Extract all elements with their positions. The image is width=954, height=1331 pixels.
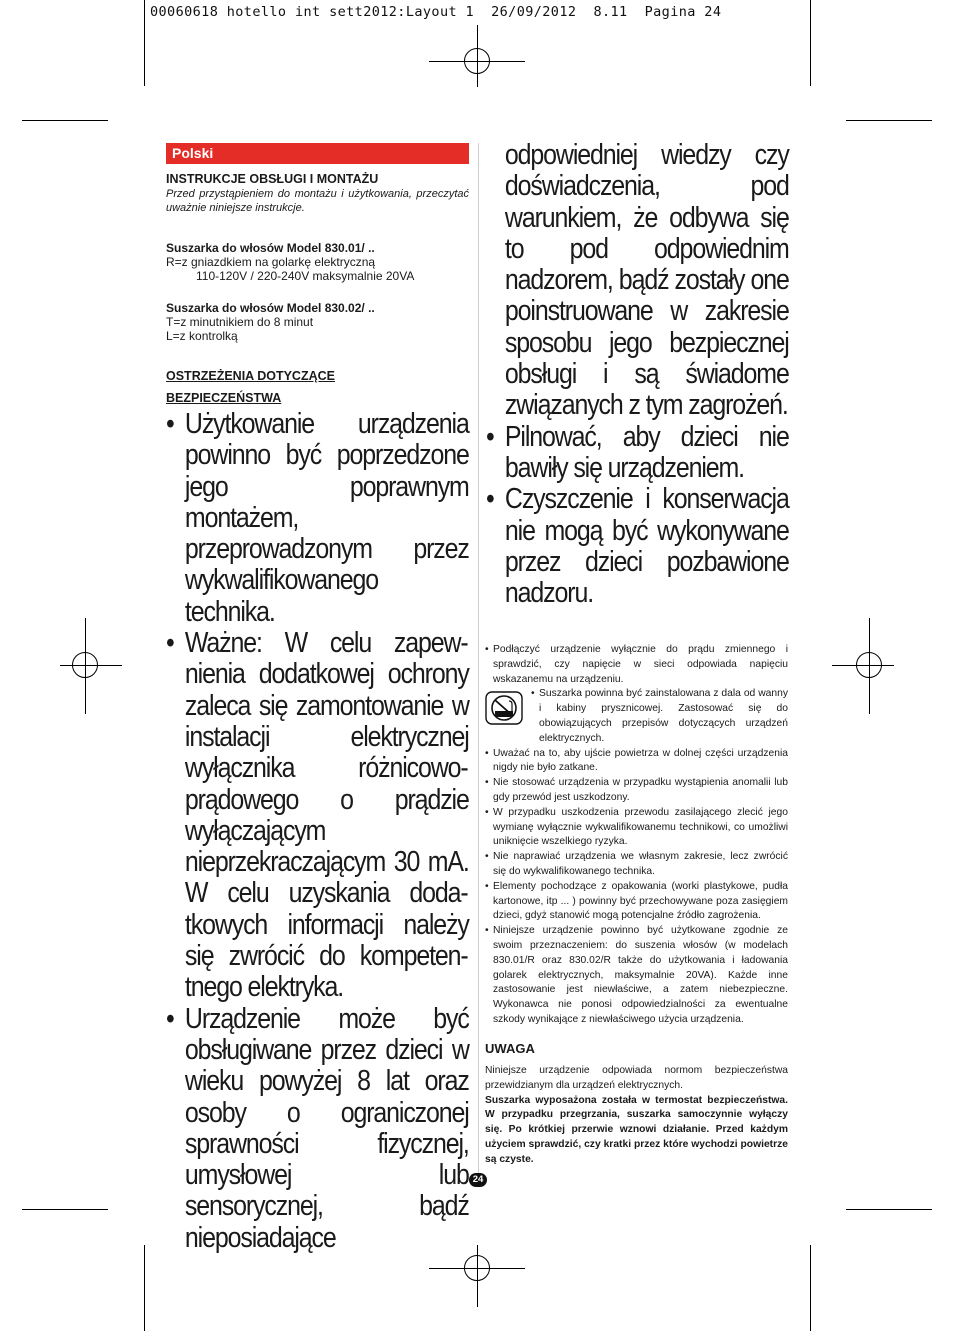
small-warning-item: • Nie stosować urządzenia w przypadku wystąpienia anomalii lub gdy przewód jest uszkodzony. — [485, 776, 788, 806]
print-slug: 00060618 hotello int sett2012:Layout 1 26/09/2012 8.11 Pagina 24 — [150, 4, 722, 20]
crop-mark — [144, 1245, 145, 1331]
instructions-title: INSTRUKCJE OBSŁUGI I MONTAŻU — [166, 172, 379, 186]
large-warning-item: • Czyszczenie i konserwacja nie mogą być wykonywane przez dzieci pozbawione nadzoru. — [486, 484, 789, 609]
safety-heading-line1: OSTRZEŻENIA DOTYCZĄCE — [166, 369, 335, 383]
model1-line2: 110-120V / 220-240V maksymalnie 20VA — [196, 269, 415, 283]
crop-mark — [144, 0, 145, 86]
safety-heading-line2: BEZPIECZEŃSTWA — [166, 391, 282, 405]
small-warning-item-with-icon — [485, 687, 788, 746]
model1-title: Suszarka do włosów Model 830.01/ .. — [166, 241, 375, 255]
model2-line1: T=z minutnikiem do 8 minut — [166, 315, 314, 329]
column-divider — [478, 143, 479, 1185]
crop-mark — [810, 0, 811, 86]
crop-mark — [846, 120, 932, 121]
large-warning-item: • Urządzenie może być obsługiwane przez dzieci w wieku powyżej 8 lat oraz osoby o ograniczonej sprawności fizycznej, umysłowej lub sensorycznej, bądź nieposiadające — [166, 1004, 469, 1254]
small-warning-text: Suszarka powinna być zainstalowana z dala od wanny i kabiny prysznicowej. Zastosować się do obowiązujących przepisów dotyczących urządzeń elektrycznych. — [539, 688, 788, 744]
small-warning-item: • Niniejsze urządzenie powinno być użytkowane zgodnie ze swoim przeznaczeniem: do suszenia włosów (w modelach 830.01/R oraz 830.02/R także do użytkowania i ładowania golarek elektrycznych, maksymalnie 20VA). Każde inne zastosowanie jest niewłaściwe, a zatem niebezpieczne. Wykonawca nie ponosi odpowiedzialności za ewentualne szkody wynikające z niewłaściwego użycia urządzenia. — [485, 924, 788, 1028]
small-warning-item: • Nie naprawiać urządzenia we własnym zakresie, lecz zwrócić się do wykwalifikowanego technika. — [485, 850, 788, 880]
note-text: Niniejsze urządzenie odpowiada normom bezpieczeństwa przewidzianym dla urządzeń elektrycznych. — [485, 1065, 788, 1091]
large-warning-item: • Ważne: W celu zapewnienia dodatkowej ochrony zaleca się zamontowanie w instalacji elektrycznej wyłącznika różnicowoprądowego o prądzie wyłączającym nieprzekraczającym 30 mA. W celu uzyskania dodatkowych informacji należy się zwrócić do kompetentnego elektryka. — [166, 628, 469, 1004]
large-warning-continuation: odpowiedniej wiedzy czy doświadczenia, pod warunkiem, że odbywa się to pod odpowiednim nadzorem, bądź zostały one poinstruowane w zakresie sposobu jego bezpiecznej obsługi i są świadome związanych z tym zagrożeń. — [504, 139, 789, 422]
crop-mark — [846, 1209, 932, 1210]
large-warnings-right — [486, 140, 838, 609]
language-tab: Polski — [166, 143, 469, 164]
left-column-intro — [166, 172, 469, 409]
model1-line1: R=z gniazdkiem na golarkę elektryczną — [166, 255, 376, 269]
note-bold-text: Suszarka wyposażona została w termostat bezpieczeństwa. W przypadku przegrzania, suszarka samoczynnie wyłączy się. Po krótkiej przerwie wznowi działanie. Przed każdym użyciem sprawdzić, czy kratki przez które wychodzi powietrze są czyste. — [485, 1094, 788, 1165]
crop-mark — [22, 1209, 108, 1210]
crop-mark — [810, 1245, 811, 1331]
small-warning-item: • Podłączyć urządzenie wyłącznie do prądu zmiennego i sprawdzić, czy napięcie w sieci odpowiada napięciu wskazanemu na urządzeniu. — [485, 643, 788, 687]
large-warning-item: • Użytkowanie urządzenia powinno być poprzedzone jego poprawnym montażem, przeprowadzonym przez wykwalifikowanego technika. — [166, 409, 469, 628]
model2-title: Suszarka do włosów Model 830.02/ .. — [166, 301, 375, 315]
small-warning-item: • Uważać na to, aby ujście powietrza w dolnej części urządzenia nigdy nie było zatkane. — [485, 747, 788, 777]
no-bathtub-icon — [485, 691, 523, 725]
small-warning-item: • W przypadku uszkodzenia przewodu zasilającego zlecić jego wymianę wyłącznie wykwalifikowanemu technikowi, co umożliwi uniknięcie wszelkiego ryzyka. — [485, 806, 788, 850]
large-warning-item: • Pilnować, aby dzieci nie bawiły się urządzeniem. — [486, 422, 789, 485]
large-warnings-left — [166, 409, 518, 1254]
note-section — [485, 1040, 788, 1168]
model2-line2: L=z kontrolką — [166, 329, 238, 343]
note-title: UWAGA — [485, 1041, 535, 1056]
small-warnings-list — [485, 643, 788, 1028]
instructions-intro: Przed przystąpieniem do montażu i użytkowania, przeczytać uważnie niniejsze instrukcje. — [166, 188, 469, 214]
page-number: 24 — [469, 1173, 487, 1187]
small-warning-item: • Elementy pochodzące z opakowania (worki plastykowe, pudła kartonowe, itp ... ) powinny być przechowywane poza zasięgiem dzieci, gdyż stanowić mogą potencjalne źródło zagrożenia. — [485, 880, 788, 924]
crop-mark — [22, 120, 108, 121]
